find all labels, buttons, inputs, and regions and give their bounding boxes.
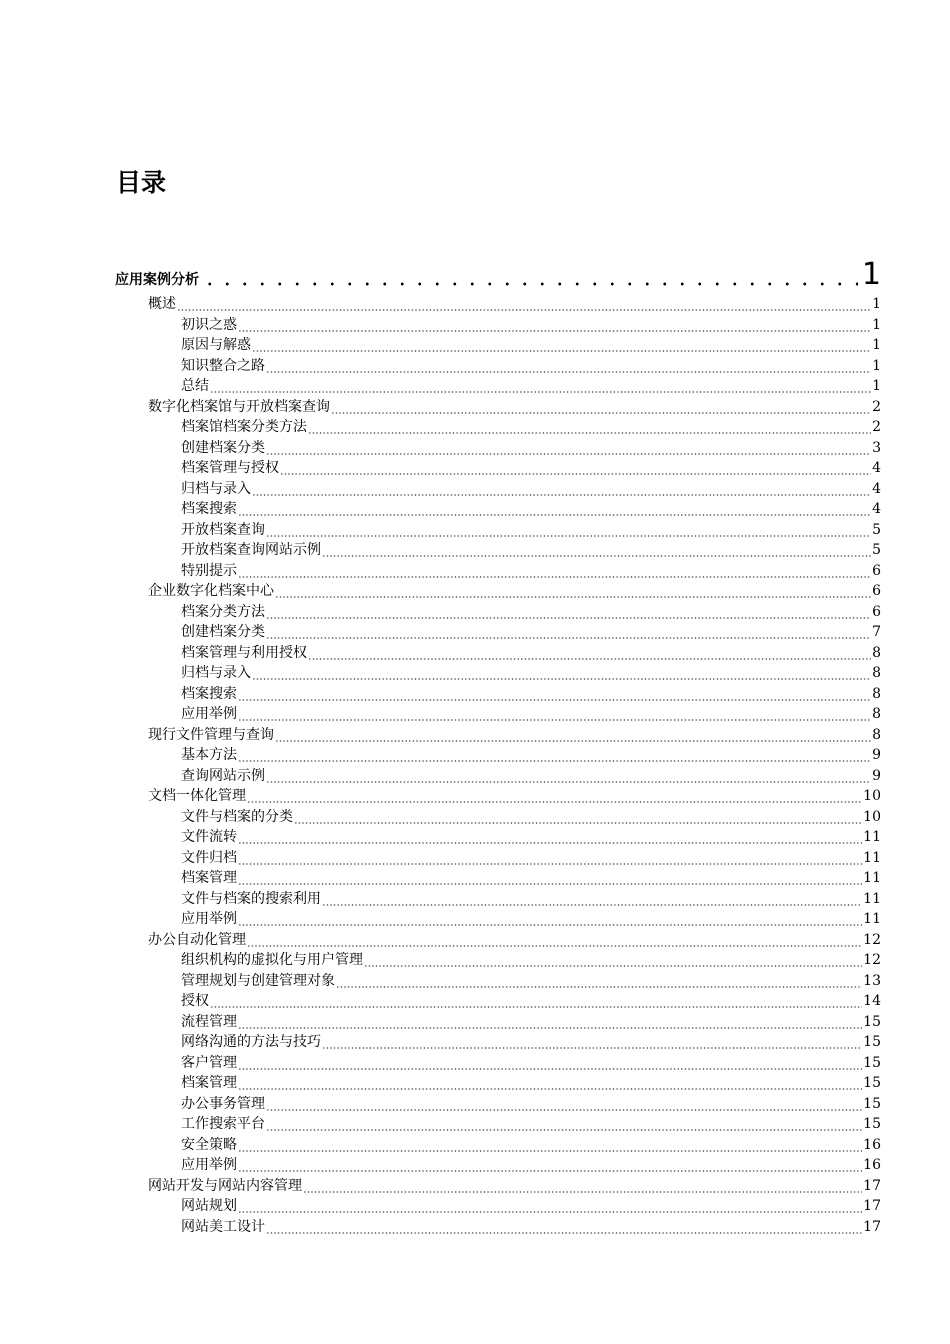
toc-entry-page: 17 — [863, 1198, 881, 1214]
toc-entry-page: 9 — [872, 767, 881, 784]
toc-entry[interactable] — [181, 520, 881, 540]
toc-dot-leader — [266, 766, 871, 786]
toc-dot-leader — [308, 417, 871, 437]
toc-entry[interactable] — [181, 1053, 881, 1073]
toc-entry[interactable] — [181, 745, 881, 765]
toc-entry[interactable] — [181, 417, 881, 437]
toc-entry[interactable] — [181, 479, 881, 499]
toc-top-entry[interactable] — [115, 258, 881, 292]
toc-entry-page: 5 — [872, 521, 881, 538]
toc-entry-page: 5 — [872, 542, 881, 558]
toc-dot-leader — [238, 561, 871, 581]
toc-entry-page: 16 — [863, 1157, 881, 1173]
toc-entry-page: 1 — [872, 337, 881, 353]
toc-entry[interactable] — [181, 1094, 881, 1114]
toc-entry-page: 6 — [872, 603, 881, 620]
toc-entry-label: 办公事务管理 — [181, 1095, 265, 1112]
toc-dot-leader — [238, 1053, 862, 1073]
toc-entry-label: 办公自动化管理 — [148, 931, 246, 948]
toc-entry-label: 知识整合之路 — [181, 357, 265, 374]
toc-entry-label: 创建档案分类 — [181, 439, 265, 456]
toc-dot-leader — [238, 1155, 862, 1175]
toc-dot-leader — [322, 1032, 862, 1052]
toc-entry[interactable] — [181, 991, 881, 1011]
toc-dot-leader — [266, 1217, 862, 1237]
toc-entry-label: 应用举例 — [181, 1157, 237, 1173]
toc-entry[interactable] — [181, 807, 881, 827]
toc-entry-label: 流程管理 — [181, 1013, 237, 1030]
toc-entry-page: 16 — [863, 1136, 881, 1153]
toc-entry-label: 档案搜索 — [181, 685, 237, 702]
toc-entry-label: 档案馆档案分类方法 — [181, 419, 307, 435]
toc-top-entry-page: 1 — [861, 257, 881, 292]
toc-entry-label: 应用举例 — [181, 706, 237, 722]
toc-entry-page: 2 — [872, 398, 881, 415]
toc-entry-label: 网络沟通的方法与技巧 — [181, 1034, 321, 1050]
toc-entry-label: 开放档案查询网站示例 — [181, 542, 321, 558]
toc-dot-leader — [238, 315, 871, 335]
toc-entry[interactable] — [181, 335, 881, 355]
toc-entry-label: 档案管理与授权 — [181, 460, 279, 476]
toc-dot-leader — [275, 725, 871, 745]
toc-entry-label: 客户管理 — [181, 1054, 237, 1071]
toc-entry[interactable] — [148, 725, 881, 745]
toc-entry-label: 档案搜索 — [181, 501, 237, 517]
toc-dot-leader — [336, 971, 862, 991]
toc-entry-page: 11 — [863, 829, 881, 845]
toc-dot-leader — [266, 520, 871, 540]
toc-dot-leader — [266, 1114, 862, 1134]
toc-entry-page: 8 — [872, 644, 881, 661]
toc-entry[interactable] — [181, 499, 881, 519]
toc-dot-leader — [252, 335, 871, 355]
toc-entry[interactable] — [181, 704, 881, 724]
toc-entry-label: 文件与档案的搜索利用 — [181, 890, 321, 907]
toc-entry-page: 12 — [863, 952, 881, 968]
toc-dot-leader — [238, 868, 862, 888]
toc-entry-label: 查询网站示例 — [181, 767, 265, 784]
toc-entry-page: 15 — [863, 1034, 881, 1050]
toc-entry[interactable] — [181, 438, 881, 458]
toc-dot-leader — [238, 848, 862, 868]
toc-entry[interactable] — [181, 1196, 881, 1216]
toc-entry-label: 归档与录入 — [181, 665, 251, 681]
toc-dot-leader — [210, 376, 871, 396]
toc-entry[interactable] — [181, 1012, 881, 1032]
toc-entry-page: 15 — [863, 1116, 881, 1132]
toc-entry-label: 文件与档案的分类 — [181, 808, 293, 825]
toc-entry[interactable] — [181, 827, 881, 847]
toc-entry[interactable] — [181, 663, 881, 683]
toc-title: 目录 — [116, 168, 167, 197]
toc-dot-leader — [252, 479, 871, 499]
toc-entry[interactable] — [181, 868, 881, 888]
toc-entry-page: 1 — [872, 357, 881, 374]
toc-entry-label: 应用举例 — [181, 911, 237, 927]
toc-entry-label: 组织机构的虚拟化与用户管理 — [181, 952, 363, 968]
toc-entry-label: 创建档案分类 — [181, 624, 265, 640]
toc-entry[interactable] — [148, 930, 881, 950]
toc-entry[interactable] — [181, 1155, 881, 1175]
toc-entry-page: 15 — [863, 1054, 881, 1071]
toc-dot-leader — [364, 950, 862, 970]
toc-entry-page: 11 — [863, 870, 881, 886]
toc-top-entry-label: 应用案例分析 — [115, 272, 199, 288]
toc-dot-leader — [238, 684, 871, 704]
toc-entry-page: 8 — [872, 685, 881, 702]
toc-entry[interactable] — [181, 540, 881, 560]
toc-dot-leader — [275, 581, 871, 601]
toc-entry-label: 文档一体化管理 — [148, 788, 246, 804]
toc-dot-leader — [238, 1012, 862, 1032]
toc-dot-leader — [294, 807, 862, 827]
toc-entry[interactable] — [181, 561, 881, 581]
toc-dot-leader — [252, 663, 871, 683]
toc-entry-label: 文件归档 — [181, 849, 237, 866]
toc-entry[interactable] — [181, 458, 881, 478]
toc-dot-leader — [266, 1094, 862, 1114]
toc-dot-leader — [280, 458, 871, 478]
toc-entry-label: 档案管理 — [181, 870, 237, 886]
toc-dot-leader — [247, 930, 862, 950]
toc-dot-leader — [266, 356, 871, 376]
toc-entry-label: 网站美工设计 — [181, 1218, 265, 1235]
toc-entry-page: 10 — [863, 808, 881, 825]
toc-entry-page: 1 — [872, 378, 881, 394]
toc-dot-leader — [238, 704, 871, 724]
toc-entry-page: 17 — [863, 1218, 881, 1235]
toc-dot-leader — [266, 622, 871, 642]
toc-dot-leader — [238, 827, 862, 847]
toc-dot-leader — [238, 1135, 862, 1155]
toc-entry[interactable] — [181, 684, 881, 704]
toc-entry-page: 8 — [872, 706, 881, 722]
toc-entry-label: 总结 — [181, 378, 209, 394]
toc-entry[interactable] — [148, 397, 881, 417]
toc-entry[interactable] — [181, 602, 881, 622]
toc-entry[interactable] — [181, 1135, 881, 1155]
toc-entry-label: 数字化档案馆与开放档案查询 — [148, 398, 330, 415]
toc-entry-page: 4 — [872, 501, 881, 517]
toc-entry[interactable] — [148, 786, 881, 806]
toc-entry-page: 7 — [872, 624, 881, 640]
toc-entry-page: 4 — [872, 480, 881, 497]
toc-entry-page: 17 — [863, 1177, 881, 1194]
toc-entry-label: 授权 — [181, 993, 209, 1009]
toc-dot-leader — [238, 745, 871, 765]
toc-entry[interactable] — [181, 356, 881, 376]
toc-entry-page: 6 — [872, 562, 881, 579]
toc-entry-page: 8 — [872, 726, 881, 743]
toc-entry[interactable] — [181, 909, 881, 929]
toc-entry[interactable] — [148, 1176, 881, 1196]
toc-entry-page: 1 — [872, 316, 881, 333]
toc-dot-leader — [247, 786, 862, 806]
toc-dot-leader — [266, 438, 871, 458]
toc-entry[interactable] — [181, 1217, 881, 1237]
toc-entry-page: 4 — [872, 460, 881, 476]
toc-dot-leader — [322, 889, 862, 909]
toc-entry-label: 特别提示 — [181, 562, 237, 579]
toc-dot-leader — [322, 540, 871, 560]
toc-entry-page: 11 — [863, 890, 881, 907]
toc-entry[interactable] — [148, 581, 881, 601]
toc-entry-page: 3 — [872, 439, 881, 456]
toc-entry[interactable] — [181, 848, 881, 868]
toc-entry-label: 原因与解惑 — [181, 337, 251, 353]
toc-entry-page: 1 — [872, 296, 881, 312]
toc-dot-leader — [303, 1176, 862, 1196]
toc-entry-label: 基本方法 — [181, 747, 237, 763]
toc-entry[interactable] — [181, 643, 881, 663]
toc-entry[interactable] — [181, 766, 881, 786]
toc-dot-leader — [238, 909, 862, 929]
toc-entry-label: 管理规划与创建管理对象 — [181, 972, 335, 989]
toc-entry-page: 10 — [863, 788, 881, 804]
toc-entry-label: 文件流转 — [181, 829, 237, 845]
toc-entry-label: 网站开发与网站内容管理 — [148, 1177, 302, 1194]
toc-entry[interactable] — [181, 950, 881, 970]
toc-entry-label: 档案分类方法 — [181, 603, 265, 620]
toc-entry-page: 2 — [872, 419, 881, 435]
toc-entry-label: 档案管理 — [181, 1075, 237, 1091]
toc-entry-page: 6 — [872, 583, 881, 599]
toc-entry-label: 开放档案查询 — [181, 521, 265, 538]
toc-entry[interactable] — [181, 889, 881, 909]
toc-entry-label: 企业数字化档案中心 — [148, 583, 274, 599]
toc-dot-leader — [266, 602, 871, 622]
toc-entry-page: 13 — [863, 972, 881, 989]
toc-entry-label: 概述 — [148, 296, 176, 312]
toc-entry-page: 15 — [863, 1075, 881, 1091]
toc-dot-leader — [308, 643, 871, 663]
toc-entry-label: 网站规划 — [181, 1198, 237, 1214]
toc-dot-leader — [238, 499, 871, 519]
toc-dot-leader — [177, 294, 871, 314]
toc-entry-page: 11 — [863, 911, 881, 927]
toc-entry[interactable] — [181, 1114, 881, 1134]
toc-dot-leader — [331, 397, 871, 417]
toc-entry[interactable] — [181, 971, 881, 991]
toc-entry-label: 档案管理与利用授权 — [181, 644, 307, 661]
toc-entry-page: 15 — [863, 1013, 881, 1030]
toc-entry[interactable] — [181, 622, 881, 642]
toc-entry[interactable] — [181, 376, 881, 396]
toc-entry-label: 初识之惑 — [181, 316, 237, 333]
toc-entry-label: 归档与录入 — [181, 480, 251, 497]
toc-entry[interactable] — [148, 294, 881, 314]
toc-entry-page: 14 — [863, 993, 881, 1009]
toc-entry-label: 现行文件管理与查询 — [148, 726, 274, 743]
toc-dot-leader — [238, 1073, 862, 1093]
toc-entry-label: 工作搜索平台 — [181, 1116, 265, 1132]
toc-entry[interactable] — [181, 1032, 881, 1052]
toc-dot-leader — [238, 1196, 862, 1216]
toc-entry-page: 15 — [863, 1095, 881, 1112]
toc-entry-label: 安全策略 — [181, 1136, 237, 1153]
toc-entry-page: 9 — [872, 747, 881, 763]
toc-entry[interactable] — [181, 315, 881, 335]
toc-entry-page: 11 — [863, 849, 881, 866]
toc-entry-page: 12 — [863, 931, 881, 948]
toc-entry[interactable] — [181, 1073, 881, 1093]
toc-dot-leader — [210, 991, 862, 1011]
toc-dot-leader — [201, 273, 858, 287]
toc-entry-page: 8 — [872, 665, 881, 681]
